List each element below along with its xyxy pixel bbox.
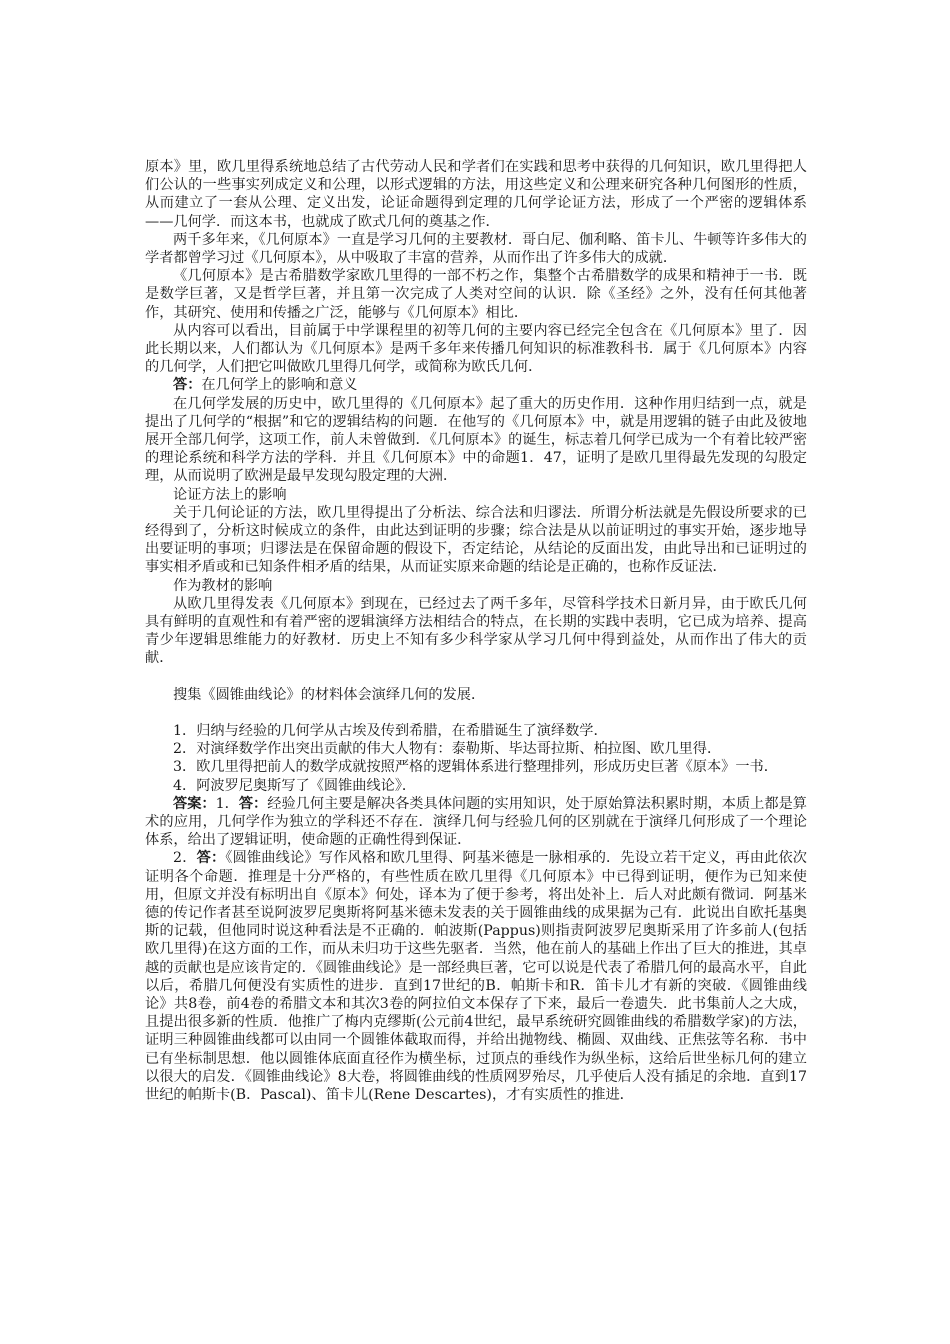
task-prompt: 搜集《圆锥曲线论》的材料体会演绎几何的发展．	[173, 686, 486, 703]
paragraph-two-thousand-years: 两千多年来，《几何原本》一直是学习几何的主要教材．哥白尼、伽利略、笛卡儿、牛顿等许多伟大的学者都曾学习过《几何原本》，从中吸取了丰富的营养，从而作出了许多伟大的成就．	[145, 231, 807, 267]
document-body	[145, 158, 807, 1104]
answer-1-text: 经验几何主要是解决各类具体问题的实用知识，处于原始算法积累时期，本质上都是算术的应用，几何学作为独立的学科还不存在．演绎几何与经验几何的区别就在于演绎几何形成了一个理论体系，给出了逻辑证明，使命题的正确性得到保证．	[145, 795, 807, 849]
spacer	[145, 668, 807, 686]
answer-2	[145, 849, 807, 1104]
paragraph-textbook: 从欧几里得发表《几何原本》到现在，已经过去了两千多年，尽管科学技术日新月异，由于欧氏几何具有鲜明的直观性和有着严密的逻辑演绎方法相结合的特点，在长期的实践中表明，它已成为培养、提高青少年逻辑思维能力的好教材．历史上不知有多少科学家从学习几何中得到益处，从而作出了伟大的贡献．	[145, 595, 807, 667]
answer-1-label: 答：	[238, 795, 268, 812]
answer-1-number: 1．	[215, 795, 239, 812]
paragraph-geometry-influence: 在几何学发展的历史中，欧几里得的《几何原本》起了重大的历史作用．这种作用归结到一点，就是提出了几何学的“根据”和它的逻辑结构的问题．在他写的《几何原本》中，就是用逻辑的链子由此及彼地展开全部几何学，这项工作，前人未曾做到．《几何原本》的诞生，标志着几何学已成为一个有着比较严密的理论系统和科学方法的学科．并且《几何原本》中的命题1．47，证明了是欧几里得最先发现的勾股定理，从而说明了欧洲是最早发现勾股定理的大洲．	[145, 395, 807, 485]
paragraph-immortal-work: 《几何原本》是古希腊数学家欧几里得的一部不朽之作，集整个古希腊数学的成果和精神于一书．既是数学巨著，又是哲学巨著，并且第一次完成了人类对空间的认识．除《圣经》之外，没有任何其他著作，其研究、使用和传播之广泛，能够与《几何原本》相比．	[145, 268, 807, 321]
answer-label: 答：	[173, 377, 202, 394]
question-item-2: 2．对演绎数学作出突出贡献的伟大人物有：泰勒斯、毕达哥拉斯、柏拉图、欧几里得．	[173, 741, 722, 758]
question-item-1: 1．归纳与经验的几何学从古埃及传到希腊，在希腊诞生了演绎数学．	[173, 722, 608, 739]
paragraph-proof-methods: 关于几何论证的方法，欧几里得提出了分析法、综合法和归谬法．所谓分析法就是先假设所要求的已经得到了，分析这时候成立的条件，由此达到证明的步骤；综合法是从以前证明过的事实开始，逐步地导出要证明的事项；归谬法是在保留命题的假设下，否定结论，从结论的反面出发，由此导出和已证明过的事实相矛盾或和已知条件相矛盾的结果，从而证实原来命题的结论是正确的，也称作反证法．	[145, 504, 807, 576]
answer-heading	[145, 376, 807, 394]
answer-heading-text: 在几何学上的影响和意义	[201, 377, 358, 394]
paragraph-intro: 原本》里，欧几里得系统地总结了古代劳动人民和学者们在实践和思考中获得的几何知识，欧几里得把人们公认的一些事实列成定义和公理，以形式逻辑的方法，用这些定义和公理来研究各种几何图形的性质，从而建立了一套从公理、定义出发，论证命题得到定理的几何学论证方法，形成了一个严密的逻辑体系——几何学．而这本书，也就成了欧式几何的奠基之作．	[145, 159, 807, 230]
answer-2-number: 2．	[173, 850, 197, 867]
answer-2-label: 答：	[196, 850, 226, 867]
question-item-3: 3．欧几里得把前人的数学成就按照严格的逻辑体系进行整理排列，形成历史巨著《原本》一书．	[173, 759, 778, 776]
answer-1	[145, 795, 807, 850]
paragraph-content-scope: 从内容可以看出，目前属于中学课程里的初等几何的主要内容已经完全包含在《几何原本》里了．因此长期以来，人们都认为《几何原本》是两千多年来传播几何知识的标准教科书．属于《几何原本》内容的几何学，人们把它叫做欧几里得几何学，或简称为欧氏几何．	[145, 322, 807, 376]
answer-key-label: 答案：	[173, 795, 216, 812]
spacer	[145, 704, 807, 722]
subheading-textbook: 作为教材的影响	[173, 577, 273, 594]
question-item-4: 4．阿波罗尼奥斯写了《圆锥曲线论》．	[173, 777, 417, 794]
answer-2-text: 《圆锥曲线论》写作风格和欧几里得、阿基米德是一脉相承的．先设立若干定义，再由此依次证明各个命题．推理是十分严格的，有些性质在欧几里得《几何原本》中已得到证明，便作为已知来使用，但原文并没有标明出自《原本》何处，译本为了便于参考，将出处补上．后人对此颇有微词．阿基米德的传记作者甚至说阿波罗尼奥斯将阿基米德未发表的关于圆锥曲线的成果据为己有．此说出自欧托基奥斯的记载，但他同时说这种看法是不正确的．帕波斯(Pappus)则指责阿波罗尼奥斯采用了许多前人(包括欧几里得)在这方面的工作，而从未归功于这些先驱者．当然，他在前人的基础上作出了巨大的推进，其卓越的贡献也是应该肯定的．《圆锥曲线论》是一部经典巨著，它可以说是代表了希腊几何的最高水平，自此以后，希腊几何便没有实质性的进步．直到17世纪的B．帕斯卡和R．笛卡儿才有新的突破．《圆锥曲线论》共8卷，前4卷的希腊文本和其次3卷的阿拉伯文本保存了下来，最后一卷遗失．此书集前人之大成，且提出很多新的性质．他推广了梅内克缪斯(公元前4世纪，最早系统研究圆锥曲线的希腊数学家)的方法，证明三种圆锥曲线都可以由同一个圆锥体截取而得，并给出抛物线、椭圆、双曲线、正焦弦等名称．书中已有坐标制思想．他以圆锥体底面直径作为横坐标，过顶点的垂线作为纵坐标，这给后世坐标几何的建立以很大的启发．《圆锥曲线论》8大卷，将圆锥曲线的性质网罗殆尽，几乎使后人没有插足的余地．直到17世纪的帕斯卡(B．Pascal)、笛卡儿(Rene Descartes)，才有实质性的推进．	[145, 850, 807, 1103]
subheading-proof-methods: 论证方法上的影响	[173, 486, 287, 503]
